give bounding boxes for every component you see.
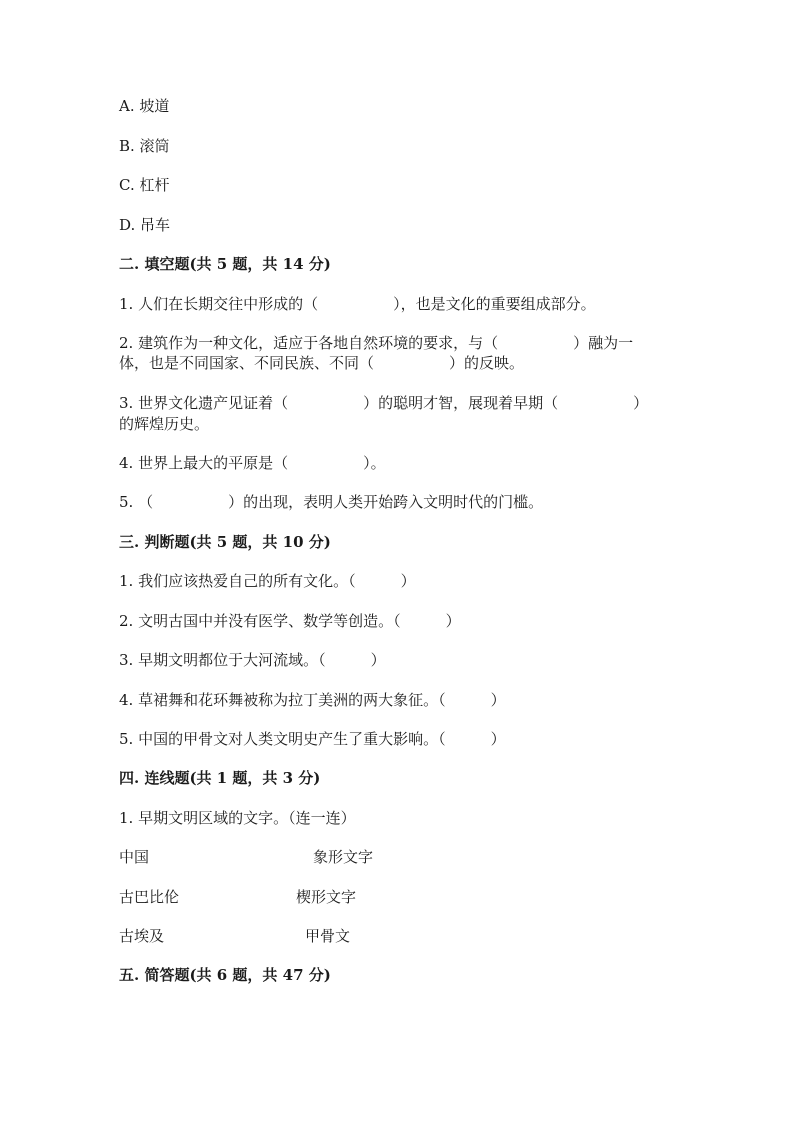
match-right-item: 象形文字 — [313, 848, 374, 866]
option-a: A. 坡道 — [119, 97, 170, 115]
fill-question-3-line-2: 的辉煌历史。 — [119, 415, 210, 433]
fill-question-1: 1. 人们在长期交往中形成的（ ），也是文化的重要组成部分。 — [119, 295, 596, 313]
match-right-item: 甲骨文 — [305, 927, 351, 945]
match-left-item: 古埃及 — [119, 927, 165, 945]
fill-question-2-line-2: 体，也是不同国家、不同民族、不同（ ）的反映。 — [119, 354, 525, 372]
option-b: B. 滚筒 — [119, 137, 170, 155]
judge-question-3: 3. 早期文明都位于大河流域。（ ） — [119, 651, 386, 669]
option-c: C. 杠杆 — [119, 176, 170, 194]
match-left-item: 中国 — [119, 848, 150, 866]
judge-question-2: 2. 文明古国中并没有医学、数学等创造。（ ） — [119, 612, 461, 630]
section-heading-fill-in: 二. 填空题(共 5 题，共 14 分) — [119, 255, 331, 273]
section-heading-matching: 四. 连线题(共 1 题，共 3 分) — [119, 769, 321, 787]
section-heading-true-false: 三. 判断题(共 5 题，共 10 分) — [119, 533, 331, 551]
option-d: D. 吊车 — [119, 216, 171, 234]
fill-question-5: 5. （ ）的出现，表明人类开始跨入文明时代的门槛。 — [119, 493, 544, 511]
match-right-item: 楔形文字 — [296, 888, 357, 906]
judge-question-1: 1. 我们应该热爱自己的所有文化。（ ） — [119, 572, 416, 590]
matching-question-1: 1. 早期文明区域的文字。（连一连） — [119, 809, 356, 827]
judge-question-5: 5. 中国的甲骨文对人类文明史产生了重大影响。（ ） — [119, 730, 506, 748]
match-left-item: 古巴比伦 — [119, 888, 180, 906]
section-heading-short-answer: 五. 简答题(共 6 题，共 47 分) — [119, 966, 331, 984]
fill-question-2-line-1: 2. 建筑作为一种文化，适应于各地自然环境的要求，与（ ）融为一 — [119, 334, 634, 352]
fill-question-3-line-1: 3. 世界文化遗产见证着（ ）的聪明才智，展现着早期（ ） — [119, 394, 649, 412]
fill-question-4: 4. 世界上最大的平原是（ ）。 — [119, 454, 386, 472]
judge-question-4: 4. 草裙舞和花环舞被称为拉丁美洲的两大象征。（ ） — [119, 691, 506, 709]
